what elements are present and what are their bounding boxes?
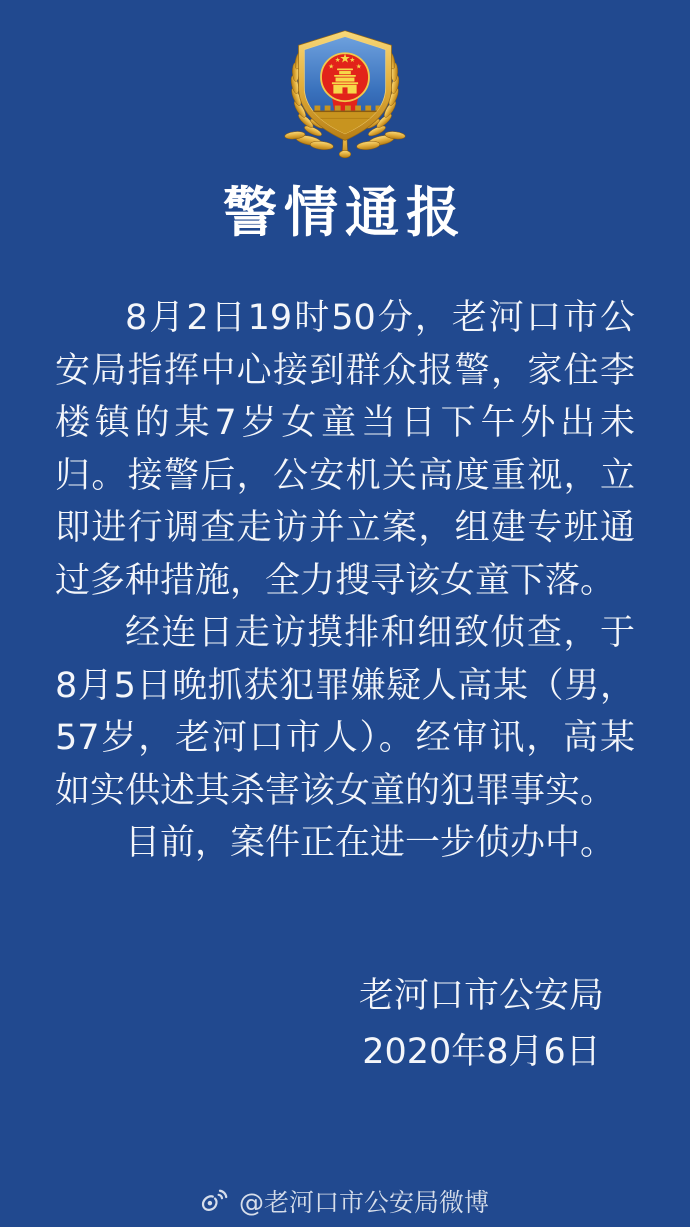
svg-text:★: ★ (328, 62, 335, 71)
watermark-text: @老河口市公安局微博 (238, 1188, 489, 1217)
notice-body (55, 292, 635, 870)
signature-organization: 老河口市公安局 (358, 976, 604, 1016)
signature-block (359, 968, 604, 1080)
watermark-row (0, 1183, 690, 1219)
notice-paragraph-1: 8月2日19时50分，老河口市公安局指挥中心接到群众报警，家住李楼镇的某7岁女童当日下午外出未归。接警后，公安机关高度重视，立即进行调查走访并立案，组建专班通过多种措施，全力搜寻该女童下落。 (55, 298, 635, 601)
police-badge-emblem (267, 22, 423, 160)
svg-text:★: ★ (355, 62, 362, 71)
weibo-icon (201, 1188, 230, 1214)
svg-text:★: ★ (339, 51, 351, 66)
notice-paragraph-3: 目前，案件正在进一步侦办中。 (125, 823, 616, 863)
signature-date: 2020年8月6日 (362, 1032, 601, 1072)
police-badge-icon (267, 22, 423, 160)
svg-text:★: ★ (349, 55, 356, 64)
notice-paragraph-2: 经连日走访摸排和细致侦查，于8月5日晚抓获犯罪嫌疑人高某（男，57岁，老河口市人）。经审讯，高某如实供述其杀害该女童的犯罪事实。 (55, 613, 635, 811)
page-title: 警情通报 (223, 181, 467, 244)
svg-text:★: ★ (334, 55, 341, 64)
